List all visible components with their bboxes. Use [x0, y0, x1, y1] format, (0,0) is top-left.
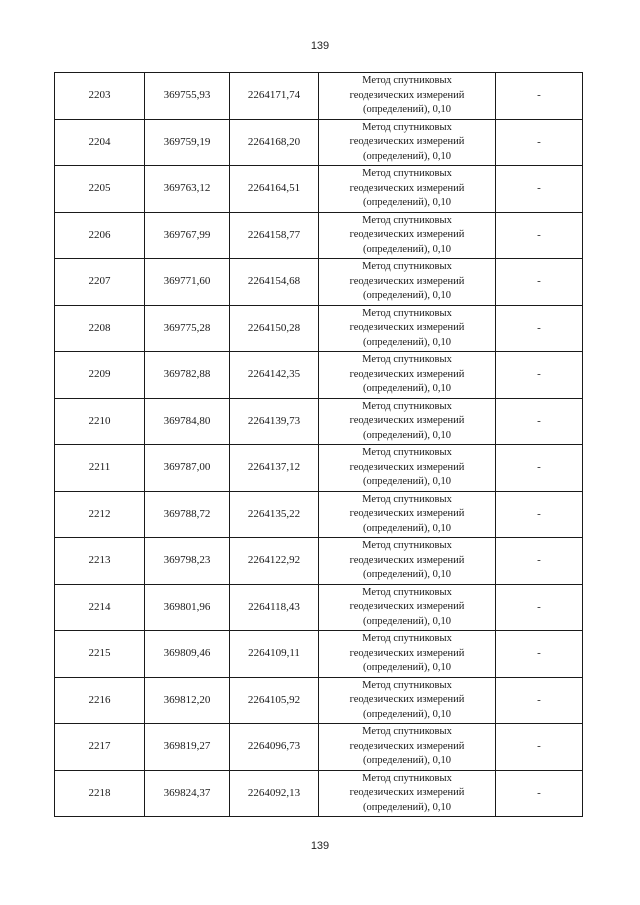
point-number-cell: 2203 — [55, 73, 145, 120]
table-row — [55, 119, 583, 166]
table-row — [55, 352, 583, 399]
x-coordinate-cell: 369798,23 — [145, 538, 230, 585]
note-cell: - — [496, 491, 583, 538]
point-number-cell: 2215 — [55, 631, 145, 678]
point-number-cell: 2208 — [55, 305, 145, 352]
note-cell: - — [496, 631, 583, 678]
method-text: Метод спутниковых геодезических измерений (определений), 0,10 — [349, 400, 465, 441]
table-row — [55, 305, 583, 352]
method-text: Метод спутниковых геодезических измерений (определений), 0,10 — [349, 121, 465, 162]
y-coordinate-cell: 2264142,35 — [230, 352, 319, 399]
method-text: Метод спутниковых геодезических измерений (определений), 0,10 — [349, 493, 465, 534]
point-number-cell: 2205 — [55, 166, 145, 213]
table-row — [55, 770, 583, 817]
method-text: Метод спутниковых геодезических измерений (определений), 0,10 — [349, 540, 465, 580]
method-cell — [319, 398, 496, 445]
method-text: Метод спутниковых геодезических измерений (определений), 0,10 — [349, 633, 465, 673]
y-coordinate-cell: 2264109,11 — [230, 631, 319, 678]
table-row — [55, 212, 583, 259]
method-text: Метод спутниковых геодезических измерений (определений), 0,10 — [349, 772, 465, 813]
point-number-cell: 2207 — [55, 259, 145, 306]
point-number-cell: 2218 — [55, 770, 145, 817]
method-cell — [319, 584, 496, 631]
y-coordinate-cell: 2264137,12 — [230, 445, 319, 492]
method-text: Метод спутниковых геодезических измерений (определений), 0,10 — [349, 354, 465, 394]
x-coordinate-cell: 369788,72 — [145, 491, 230, 538]
note-cell: - — [496, 166, 583, 213]
note-cell: - — [496, 677, 583, 724]
method-cell — [319, 73, 496, 120]
method-text: Метод спутниковых геодезических измерений (определений), 0,10 — [349, 261, 465, 301]
table-row — [55, 631, 583, 678]
y-coordinate-cell: 2264096,73 — [230, 724, 319, 771]
point-number-cell: 2210 — [55, 398, 145, 445]
method-cell — [319, 677, 496, 724]
method-cell — [319, 166, 496, 213]
x-coordinate-cell: 369759,19 — [145, 119, 230, 166]
table-row — [55, 677, 583, 724]
method-cell — [319, 724, 496, 771]
point-number-cell: 2214 — [55, 584, 145, 631]
method-text: Метод спутниковых геодезических измерений (определений), 0,10 — [349, 168, 465, 208]
coordinates-table-body — [55, 73, 583, 817]
x-coordinate-cell: 369767,99 — [145, 212, 230, 259]
method-cell — [319, 119, 496, 166]
table-row — [55, 538, 583, 585]
method-text: Метод спутниковых геодезических измерений (определений), 0,10 — [349, 447, 465, 487]
note-cell: - — [496, 538, 583, 585]
method-cell — [319, 770, 496, 817]
x-coordinate-cell: 369824,37 — [145, 770, 230, 817]
x-coordinate-cell: 369819,27 — [145, 724, 230, 771]
point-number-cell: 2216 — [55, 677, 145, 724]
method-text: Метод спутниковых геодезических измерений (определений), 0,10 — [349, 679, 465, 720]
method-cell — [319, 212, 496, 259]
method-cell — [319, 305, 496, 352]
table-row — [55, 491, 583, 538]
x-coordinate-cell: 369771,60 — [145, 259, 230, 306]
note-cell: - — [496, 119, 583, 166]
y-coordinate-cell: 2264139,73 — [230, 398, 319, 445]
table-row — [55, 398, 583, 445]
table-row — [55, 259, 583, 306]
page-number-top: 139 — [310, 40, 330, 52]
x-coordinate-cell: 369812,20 — [145, 677, 230, 724]
method-cell — [319, 445, 496, 492]
x-coordinate-cell: 369784,80 — [145, 398, 230, 445]
x-coordinate-cell: 369775,28 — [145, 305, 230, 352]
y-coordinate-cell: 2264154,68 — [230, 259, 319, 306]
table-row — [55, 73, 583, 120]
x-coordinate-cell: 369787,00 — [145, 445, 230, 492]
method-text: Метод спутниковых геодезических измерений (определений), 0,10 — [349, 307, 465, 348]
method-text: Метод спутниковых геодезических измерений (определений), 0,10 — [349, 214, 465, 255]
y-coordinate-cell: 2264135,22 — [230, 491, 319, 538]
x-coordinate-cell: 369782,88 — [145, 352, 230, 399]
point-number-cell: 2217 — [55, 724, 145, 771]
method-text: Метод спутниковых геодезических измерений (определений), 0,10 — [349, 586, 465, 627]
note-cell: - — [496, 305, 583, 352]
table-row — [55, 724, 583, 771]
method-cell — [319, 491, 496, 538]
table-row — [55, 166, 583, 213]
y-coordinate-cell: 2264105,92 — [230, 677, 319, 724]
table-row — [55, 584, 583, 631]
y-coordinate-cell: 2264122,92 — [230, 538, 319, 585]
x-coordinate-cell: 369763,12 — [145, 166, 230, 213]
method-cell — [319, 631, 496, 678]
point-number-cell: 2211 — [55, 445, 145, 492]
y-coordinate-cell: 2264158,77 — [230, 212, 319, 259]
method-cell — [319, 352, 496, 399]
y-coordinate-cell: 2264171,74 — [230, 73, 319, 120]
method-cell — [319, 259, 496, 306]
note-cell: - — [496, 724, 583, 771]
point-number-cell: 2204 — [55, 119, 145, 166]
point-number-cell: 2213 — [55, 538, 145, 585]
table-row — [55, 445, 583, 492]
method-text: Метод спутниковых геодезических измерений (определений), 0,10 — [349, 726, 465, 766]
note-cell: - — [496, 73, 583, 120]
point-number-cell: 2212 — [55, 491, 145, 538]
y-coordinate-cell: 2264168,20 — [230, 119, 319, 166]
x-coordinate-cell: 369809,46 — [145, 631, 230, 678]
page-number-bottom: 139 — [310, 840, 330, 852]
note-cell: - — [496, 212, 583, 259]
note-cell: - — [496, 398, 583, 445]
method-cell — [319, 538, 496, 585]
note-cell: - — [496, 445, 583, 492]
method-text: Метод спутниковых геодезических измерений (определений), 0,10 — [349, 75, 465, 115]
y-coordinate-cell: 2264118,43 — [230, 584, 319, 631]
point-number-cell: 2206 — [55, 212, 145, 259]
note-cell: - — [496, 259, 583, 306]
note-cell: - — [496, 770, 583, 817]
y-coordinate-cell: 2264092,13 — [230, 770, 319, 817]
point-number-cell: 2209 — [55, 352, 145, 399]
coordinates-table — [54, 72, 583, 817]
y-coordinate-cell: 2264150,28 — [230, 305, 319, 352]
y-coordinate-cell: 2264164,51 — [230, 166, 319, 213]
note-cell: - — [496, 584, 583, 631]
x-coordinate-cell: 369755,93 — [145, 73, 230, 120]
note-cell: - — [496, 352, 583, 399]
x-coordinate-cell: 369801,96 — [145, 584, 230, 631]
